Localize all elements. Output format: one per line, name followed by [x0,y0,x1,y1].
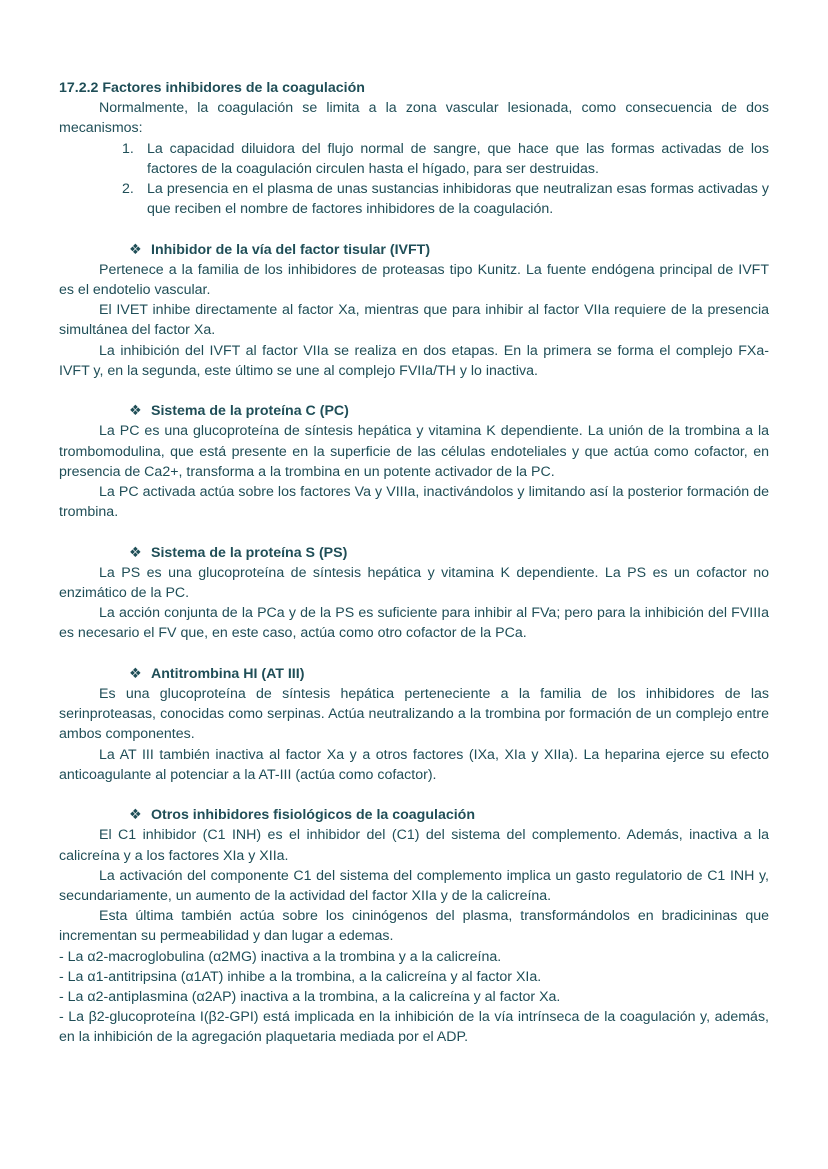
paragraph: El C1 inhibidor (C1 INH) es el inhibidor del (C1) del sistema del complemento. Además, inactiva a la calicreína y a los factores XIa y XIIa. [59,827,769,864]
paragraph: Esta última también actúa sobre los cininógenos del plasma, transformándolos en bradicininas que incrementan su permeabilidad y dan lugar a edemas. [59,908,769,945]
list-item [59,139,769,179]
document-page [59,78,769,1048]
diamond-bullet-icon: ❖ [129,665,142,682]
subheading-others [59,805,769,825]
paragraph: La PC activada actúa sobre los factores Va y VIIIa, inactivándolos y limitando así la posterior formación de trombina. [59,484,769,521]
list-text: La capacidad diluidora del flujo normal de sangre, que hace que las formas activadas de los factores de la coagulación circulen hasta el hígado, para ser destruidas. [147,140,769,177]
intro-paragraph: Normalmente, la coagulación se limita a la zona vascular lesionada, como consecuencia de dos mecanismos: [59,100,769,137]
dash-list-item: - La α2-antiplasmina (α2AP) inactiva a la trombina, a la calicreína y al factor Xa. [59,989,561,1006]
section-title: 17.2.2 Factores inhibidores de la coagulación [59,80,365,96]
diamond-bullet-icon: ❖ [129,807,142,824]
paragraph: La AT III también inactiva al factor Xa y a otros factores (IXa, XIa y XIIa). La heparina ejerce su efecto anticoagulante al potenciar a la AT-III (actúa como cofactor). [59,746,769,783]
diamond-bullet-icon: ❖ [129,241,142,258]
subheading-text: Antitrombina HI (AT III) [151,665,305,682]
dash-list-item: - La α2-macroglobulina (α2MG) inactiva a la trombina y a la calicreína. [59,948,502,965]
subheading-text: Sistema de la proteína S (PS) [151,544,348,561]
paragraph: La PS es una glucoproteína de síntesis hepática y vitamina K dependiente. La PS es un cofactor no enzimático de la PC. [59,564,769,602]
paragraph: La PC es una glucoproteína de síntesis hepática y vitamina K dependiente. La unión de la trombina a la trombomodulina, que está presente en la superficie de las células endoteliales y que actúa como cofactor, en presencia de Ca2+, transforma a la trombina en un potente activador de la PC. [59,423,769,480]
list-text: La presencia en el plasma de unas sustancias inhibidoras que neutralizan esas formas activadas y que reciben el nombre de factores inhibidores de la coagulación. [147,181,769,218]
diamond-bullet-icon: ❖ [129,403,142,420]
subheading-text: Inhibidor de la vía del factor tisular (IVFT) [151,241,431,258]
subheading-text: Otros inhibidores fisiológicos de la coagulación [151,807,475,824]
subheading-ivft [59,240,769,260]
subheading-text: Sistema de la proteína C (PC) [151,403,349,420]
subheading-ps [59,543,769,563]
paragraph: Pertenece a la familia de los inhibidores de proteasas tipo Kunitz. La fuente endógena principal de IVFT es el endotelio vascular. [59,261,769,299]
list-number: 1. [122,140,134,157]
mechanisms-list [59,139,769,220]
list-number: 2. [122,181,134,198]
paragraph: El IVET inhibe directamente al factor Xa, mientras que para inhibir al factor VIIa requiere de la presencia simultánea del factor Xa. [59,302,769,339]
list-item [59,179,769,219]
diamond-bullet-icon: ❖ [129,544,142,561]
paragraph: La activación del componente C1 del sistema del complemento implica un gasto regulatorio de C1 INH y, secundariamente, un aumento de la actividad del factor XIIa y de la calicreína. [59,867,769,905]
subheading-at3 [59,664,769,684]
paragraph: La inhibición del IVFT al factor VIIa se realiza en dos etapas. En la primera se forma el complejo FXa-IVFT y, en la segunda, este último se une al complejo FVIIa/TH y lo inactiva. [59,342,769,379]
paragraph: Es una glucoproteína de síntesis hepática perteneciente a la familia de los inhibidores de las serinproteasas, conocidas como serpinas. Actúa neutralizando a la trombina por formación de un complejo entre ambos componentes. [59,686,769,743]
dash-list-item: - La β2-glucoproteína I(β2-GPI) está implicada en la inhibición de la vía intrínseca de la coagulación y, además, en la inhibición de la agregación plaquetaria mediada por el ADP. [59,1009,769,1046]
subheading-pc [59,401,769,421]
paragraph: La acción conjunta de la PCa y de la PS es suficiente para inhibir al FVa; pero para la inhibición del FVIIIa es necesario el FV que, en este caso, actúa como otro cofactor de la PCa. [59,605,769,642]
dash-list-item: - La α1-antitripsina (α1AT) inhibe a la trombina, a la calicreína y al factor XIa. [59,968,542,985]
